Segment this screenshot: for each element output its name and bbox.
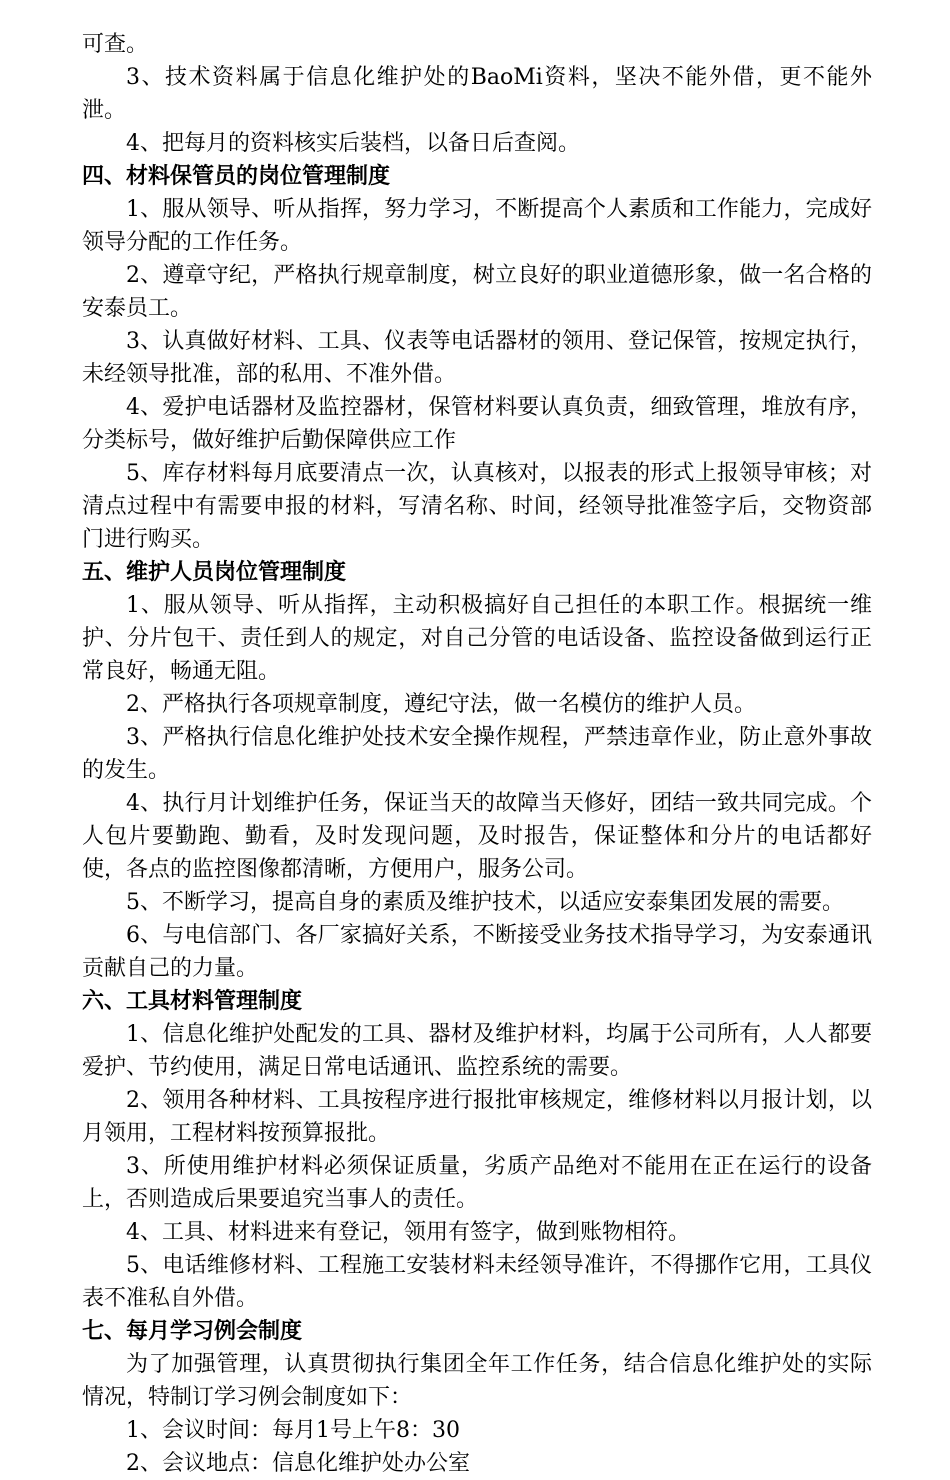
paragraph: 1、服从领导、听从指挥，主动积极搞好自己担任的本职工作。根据统一维护、分片包干、责任到人的规定，对自己分管的电话设备、监控设备做到运行正常良好，畅通无阻。 xyxy=(82,593,872,684)
paragraph: 2、严格执行各项规章制度，遵纪守法，做一名模仿的维护人员。 xyxy=(126,692,756,717)
section-heading: 四、材料保管员的岗位管理制度 xyxy=(82,164,391,189)
paragraph: 3、认真做好材料、工具、仪表等电话器材的领用、登记保管，按规定执行，未经领导批准，部的私用、不准外借。 xyxy=(82,329,872,387)
paragraph: 3、技术资料属于信息化维护处的BaoMi资料，坚决不能外借，更不能外泄。 xyxy=(82,65,872,123)
section-heading: 七、每月学习例会制度 xyxy=(82,1319,303,1344)
paragraph: 2、遵章守纪，严格执行规章制度，树立良好的职业道德形象，做一名合格的安泰员工。 xyxy=(82,263,872,321)
paragraph: 4、工具、材料进来有登记，领用有签字，做到账物相符。 xyxy=(126,1220,690,1245)
paragraph: 为了加强管理，认真贯彻执行集团全年工作任务，结合信息化维护处的实际情况，特制订学习例会制度如下： xyxy=(82,1352,872,1410)
document-body xyxy=(82,28,872,1480)
paragraph: 5、库存材料每月底要清点一次，认真核对，以报表的形式上报领导审核；对清点过程中有需要申报的材料，写清名称、时间，经领导批准签字后，交物资部门进行购买。 xyxy=(82,461,872,552)
paragraph: 3、所使用维护材料必须保证质量，劣质产品绝对不能用在正在运行的设备上，否则造成后果要追究当事人的责任。 xyxy=(82,1154,872,1212)
paragraph: 可查。 xyxy=(82,32,149,57)
paragraph: 2、会议地点：信息化维护处办公室 xyxy=(126,1451,470,1476)
paragraph: 1、服从领导、听从指挥，努力学习，不断提高个人素质和工作能力，完成好领导分配的工作任务。 xyxy=(82,197,872,255)
paragraph: 4、爱护电话器材及监控器材，保管材料要认真负责，细致管理，堆放有序，分类标号，做好维护后勤保障供应工作 xyxy=(82,395,872,453)
paragraph: 6、与电信部门、各厂家搞好关系，不断接受业务技术指导学习，为安泰通讯贡献自己的力量。 xyxy=(82,923,872,981)
section-heading: 五、维护人员岗位管理制度 xyxy=(82,560,347,585)
section-heading: 六、工具材料管理制度 xyxy=(82,989,303,1014)
paragraph: 1、信息化维护处配发的工具、器材及维护材料，均属于公司所有，人人都要爱护、节约使用，满足日常电话通讯、监控系统的需要。 xyxy=(82,1022,872,1080)
paragraph: 4、执行月计划维护任务，保证当天的故障当天修好，团结一致共同完成。个人包片要勤跑、勤看，及时发现问题，及时报告，保证整体和分片的电话都好使，各点的监控图像都清晰，方便用户，服务公司。 xyxy=(82,791,872,882)
paragraph: 1、会议时间：每月1号上午8：30 xyxy=(126,1418,460,1443)
paragraph: 3、严格执行信息化维护处技术安全操作规程，严禁违章作业，防止意外事故的发生。 xyxy=(82,725,872,783)
paragraph: 2、领用各种材料、工具按程序进行报批审核规定，维修材料以月报计划，以月领用，工程材料按预算报批。 xyxy=(82,1088,872,1146)
paragraph: 5、不断学习，提高自身的素质及维护技术，以适应安泰集团发展的需要。 xyxy=(126,890,844,915)
paragraph: 4、把每月的资料核实后装档，以备日后查阅。 xyxy=(126,131,580,156)
paragraph: 5、电话维修材料、工程施工安装材料未经领导准许，不得挪作它用，工具仪表不准私自外借。 xyxy=(82,1253,872,1311)
